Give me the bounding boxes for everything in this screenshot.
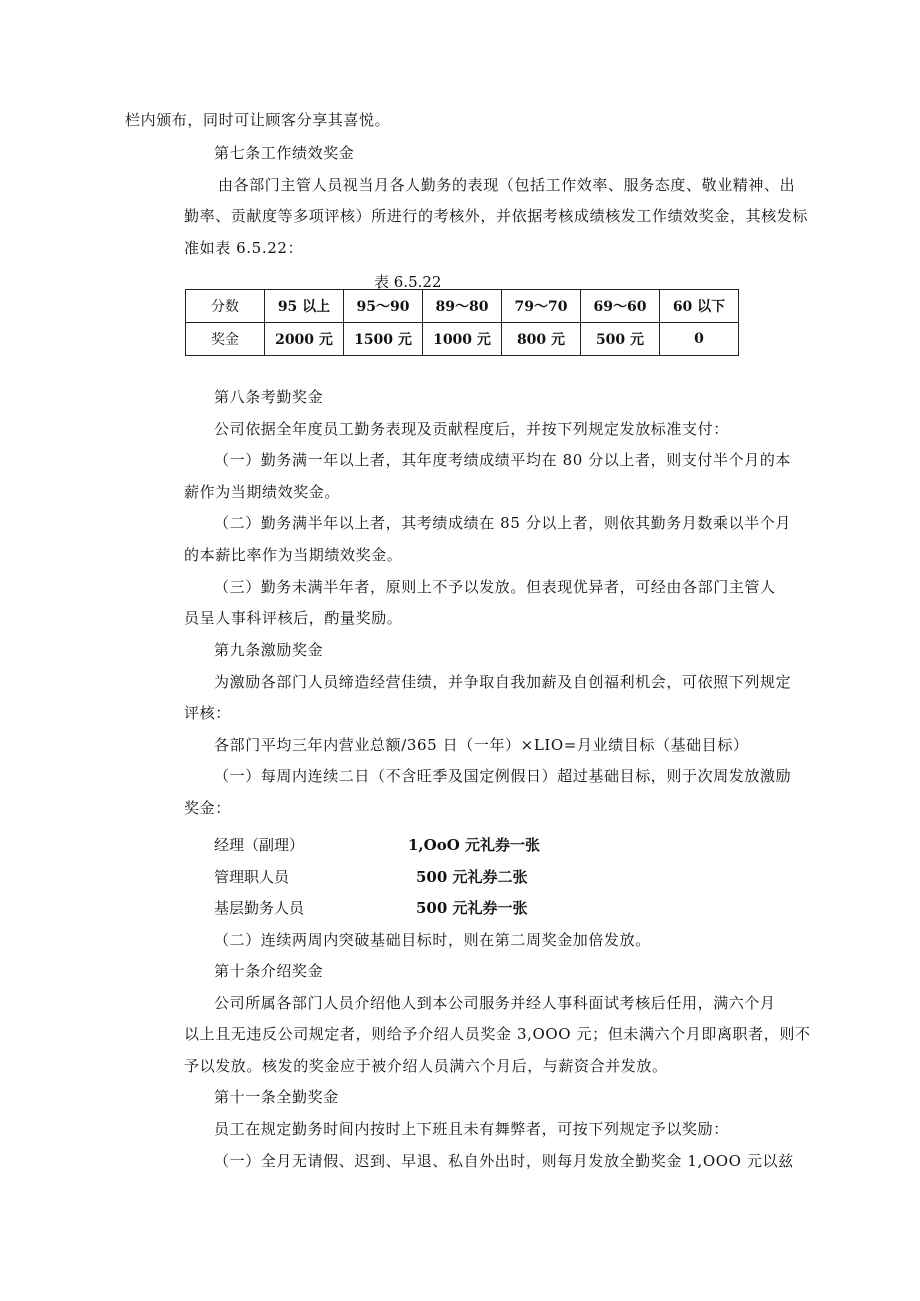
table-cell: 60 以下 — [660, 290, 739, 323]
paragraph-line: 由各部门主管人员视当月各人勤务的表现（包括工作效率、服务态度、敬业精神、出 — [218, 176, 796, 194]
table-cell: 1000 元 — [423, 323, 502, 356]
table-cell: 奖金 — [186, 323, 265, 356]
reward-prize: 500 元礼券一张 — [416, 899, 528, 917]
reward-role: 经理（副理） — [214, 836, 305, 854]
paragraph-line: （二）连续两周内突破基础目标时，则在第二周奖金加倍发放。 — [214, 931, 651, 949]
table-cell: 分数 — [186, 290, 265, 323]
table-cell: 79～70 — [502, 290, 581, 323]
article-heading: 第八条考勤奖金 — [214, 388, 324, 406]
paragraph-line: 的本薪比率作为当期绩效奖金。 — [184, 546, 403, 564]
table-row — [186, 290, 739, 323]
table-cell: 0 — [660, 323, 739, 356]
paragraph-line: （二）勤务满半年以上者，其考绩成绩在 85 分以上者，则依其勤务月数乘以半个月 — [214, 514, 792, 532]
paragraph-line: （三）勤务未满半年者，原则上不予以发放。但表现优异者，可经由各部门主管人 — [214, 578, 776, 596]
table-cell: 800 元 — [502, 323, 581, 356]
table-cell: 2000 元 — [265, 323, 344, 356]
paragraph-line: 勤率、贡献度等多项评核）所进行的考核外，并依据考核成绩核发工作绩效奖金，其核发标 — [184, 207, 809, 225]
paragraph-line: （一）全月无请假、迟到、早退、私自外出时，则每月发放全勤奖金 1,OOO 元以兹 — [214, 1152, 794, 1170]
paragraph-line: 评核： — [184, 704, 231, 722]
paragraph-line: 公司依据全年度员工勤务表现及贡献程度后，并按下列规定发放标准支付： — [214, 420, 729, 438]
paragraph-line: 栏内颁布，同时可让顾客分享其喜悦。 — [125, 111, 391, 129]
paragraph-line: （一）勤务满一年以上者，其年度考绩成绩平均在 80 分以上者，则支付半个月的本 — [214, 451, 792, 469]
paragraph-line: 员呈人事科评核后，酌量奖励。 — [184, 609, 403, 627]
paragraph-line: 准如表 6.5.22： — [184, 239, 304, 257]
reward-prize: 1,OoO 元礼券一张 — [408, 836, 541, 854]
score-table — [185, 289, 739, 356]
reward-role: 管理职人员 — [214, 868, 290, 886]
reward-prize: 500 元礼券二张 — [416, 868, 528, 886]
article-heading: 第十条介绍奖金 — [214, 962, 324, 980]
paragraph-line: 员工在规定勤务时间内按时上下班且未有舞弊者，可按下列规定予以奖励： — [214, 1120, 729, 1138]
table-cell: 95～90 — [344, 290, 423, 323]
table-cell: 1500 元 — [344, 323, 423, 356]
table-cell: 69～60 — [581, 290, 660, 323]
paragraph-line: 薪作为当期绩效奖金。 — [184, 483, 341, 501]
table-caption: 表 6.5.22 — [374, 273, 442, 291]
paragraph-line: 予以发放。核发的奖金应于被介绍人员满六个月后，与薪资合并发放。 — [184, 1057, 668, 1075]
table-cell: 500 元 — [581, 323, 660, 356]
paragraph-line: 为激励各部门人员缔造经营佳绩，并争取自我加薪及自创福利机会，可依照下列规定 — [214, 673, 792, 691]
paragraph-line: （一）每周内连续二日（不含旺季及国定例假日）超过基础目标，则于次周发放激励 — [214, 767, 792, 785]
paragraph-line: 各部门平均三年内营业总额/365 日（一年）×LIO=月业绩目标（基础目标） — [214, 736, 749, 754]
table-cell: 95 以上 — [265, 290, 344, 323]
reward-role: 基层勤务人员 — [214, 899, 305, 917]
article-heading: 第七条工作绩效奖金 — [214, 144, 355, 162]
article-heading: 第九条激励奖金 — [214, 641, 324, 659]
table-row — [186, 323, 739, 356]
paragraph-line: 公司所属各部门人员介绍他人到本公司服务并经人事科面试考核后任用，满六个月 — [214, 994, 776, 1012]
article-heading: 第十一条全勤奖金 — [214, 1088, 339, 1106]
paragraph-line: 奖金： — [184, 799, 231, 817]
paragraph-line: 以上且无违反公司规定者，则给予介绍人员奖金 3,OOO 元；但未满六个月即离职者，则不 — [184, 1025, 811, 1043]
table-cell: 89～80 — [423, 290, 502, 323]
